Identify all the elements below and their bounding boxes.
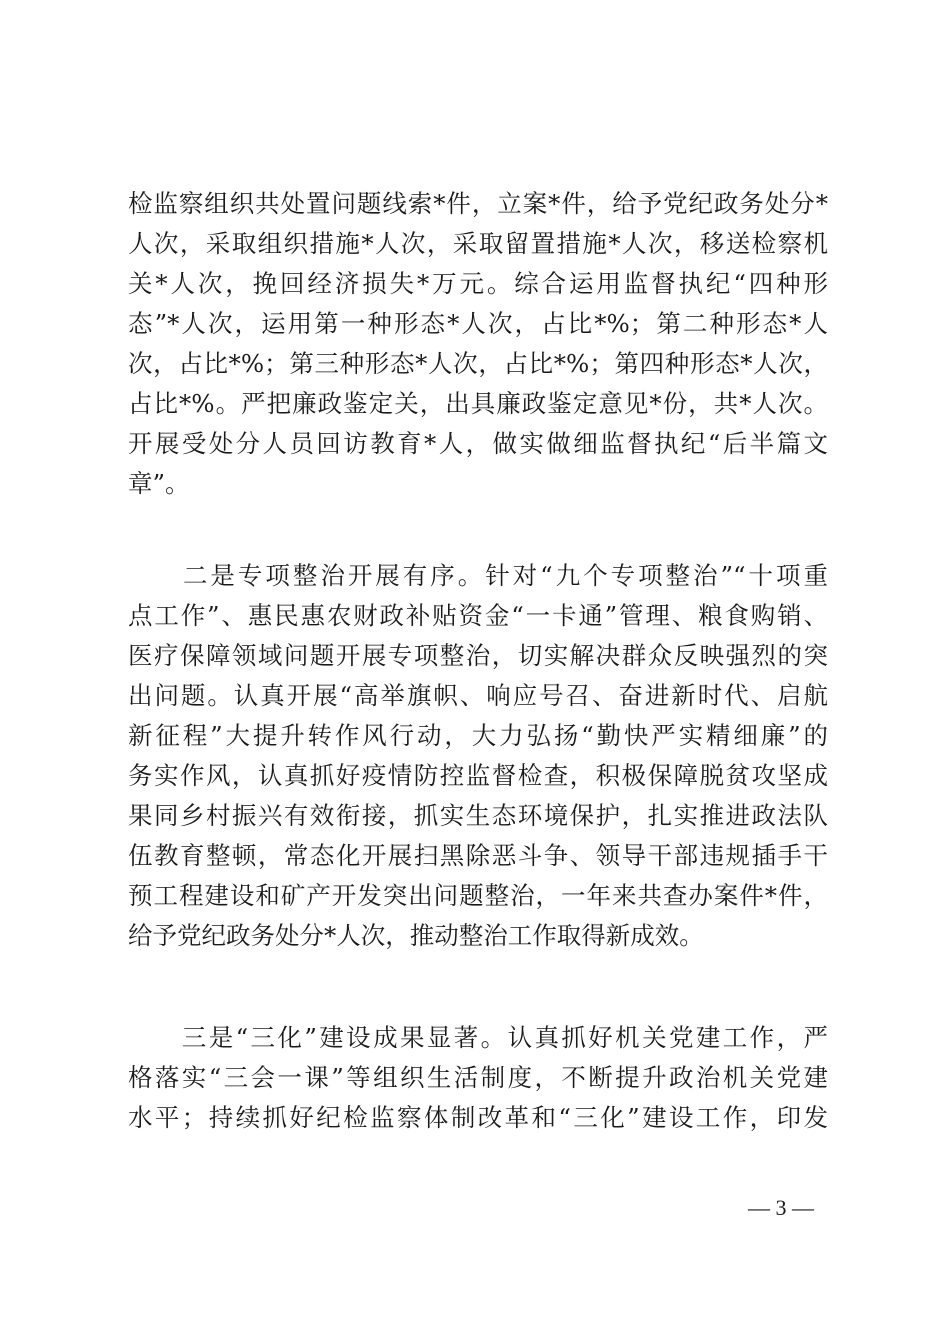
text-line: 医疗保障领域问题开展专项整治，切实解决群众反映强烈的突 [128,641,828,670]
text-line: 态”*人次，运用第一种形态*人次，占比*%；第二种形态*人 [128,309,828,338]
text-line: 预工程建设和矿产开发突出问题整治，一年来共查办案件*件， [128,881,828,910]
text-line: 格落实“三会一课”等组织生活制度，不断提升政治机关党建 [128,1063,828,1092]
text-line: 章”。 [128,469,190,498]
paragraph-three-modernizations [128,1018,828,1138]
text-line: 给予党纪政务处分*人次，推动整治工作取得新成效。 [128,921,704,950]
text-line: 新征程”大提升转作风行动，大力弘扬“勤快严实精细廉”的 [128,721,828,750]
text-line: 次，占比*%；第三种形态*人次，占比*%；第四种形态*人次， [128,349,828,378]
text-line: 二是专项整治开展有序。针对“九个专项整治”“十项重 [128,561,828,590]
text-line: 点工作”、惠民惠农财政补贴资金“一卡通”管理、粮食购销、 [128,601,828,630]
text-line: 水平；持续抓好纪检监察体制改革和“三化”建设工作，印发 [128,1103,828,1132]
text-line: 关*人次，挽回经济损失*万元。综合运用监督执纪“四种形 [128,269,828,298]
text-line: 开展受处分人员回访教育*人，做实做细监督执纪“后半篇文 [128,429,828,458]
page-number: — 3 — [748,1195,814,1220]
text-line: 务实作风，认真抓好疫情防控监督检查，积极保障脱贫攻坚成 [128,761,828,790]
text-line: 出问题。认真开展“高举旗帜、响应号召、奋进新时代、启航 [128,681,828,710]
text-line: 果同乡村振兴有效衔接，抓实生态环境保护，扎实推进政法队 [128,801,828,830]
text-line: 占比*%。严把廉政鉴定关，出具廉政鉴定意见*份，共*人次。 [128,389,828,418]
text-line: 三是“三化”建设成果显著。认真抓好机关党建工作，严 [128,1023,828,1052]
paragraph-special-rectification [128,556,828,956]
paragraph-continuation [128,184,828,504]
text-line: 伍教育整顿，常态化开展扫黑除恶斗争、领导干部违规插手干 [128,841,828,870]
text-line: 人次，采取组织措施*人次，采取留置措施*人次，移送检察机 [128,229,828,258]
text-line: 检监察组织共处置问题线索*件，立案*件，给予党纪政务处分* [128,189,828,218]
